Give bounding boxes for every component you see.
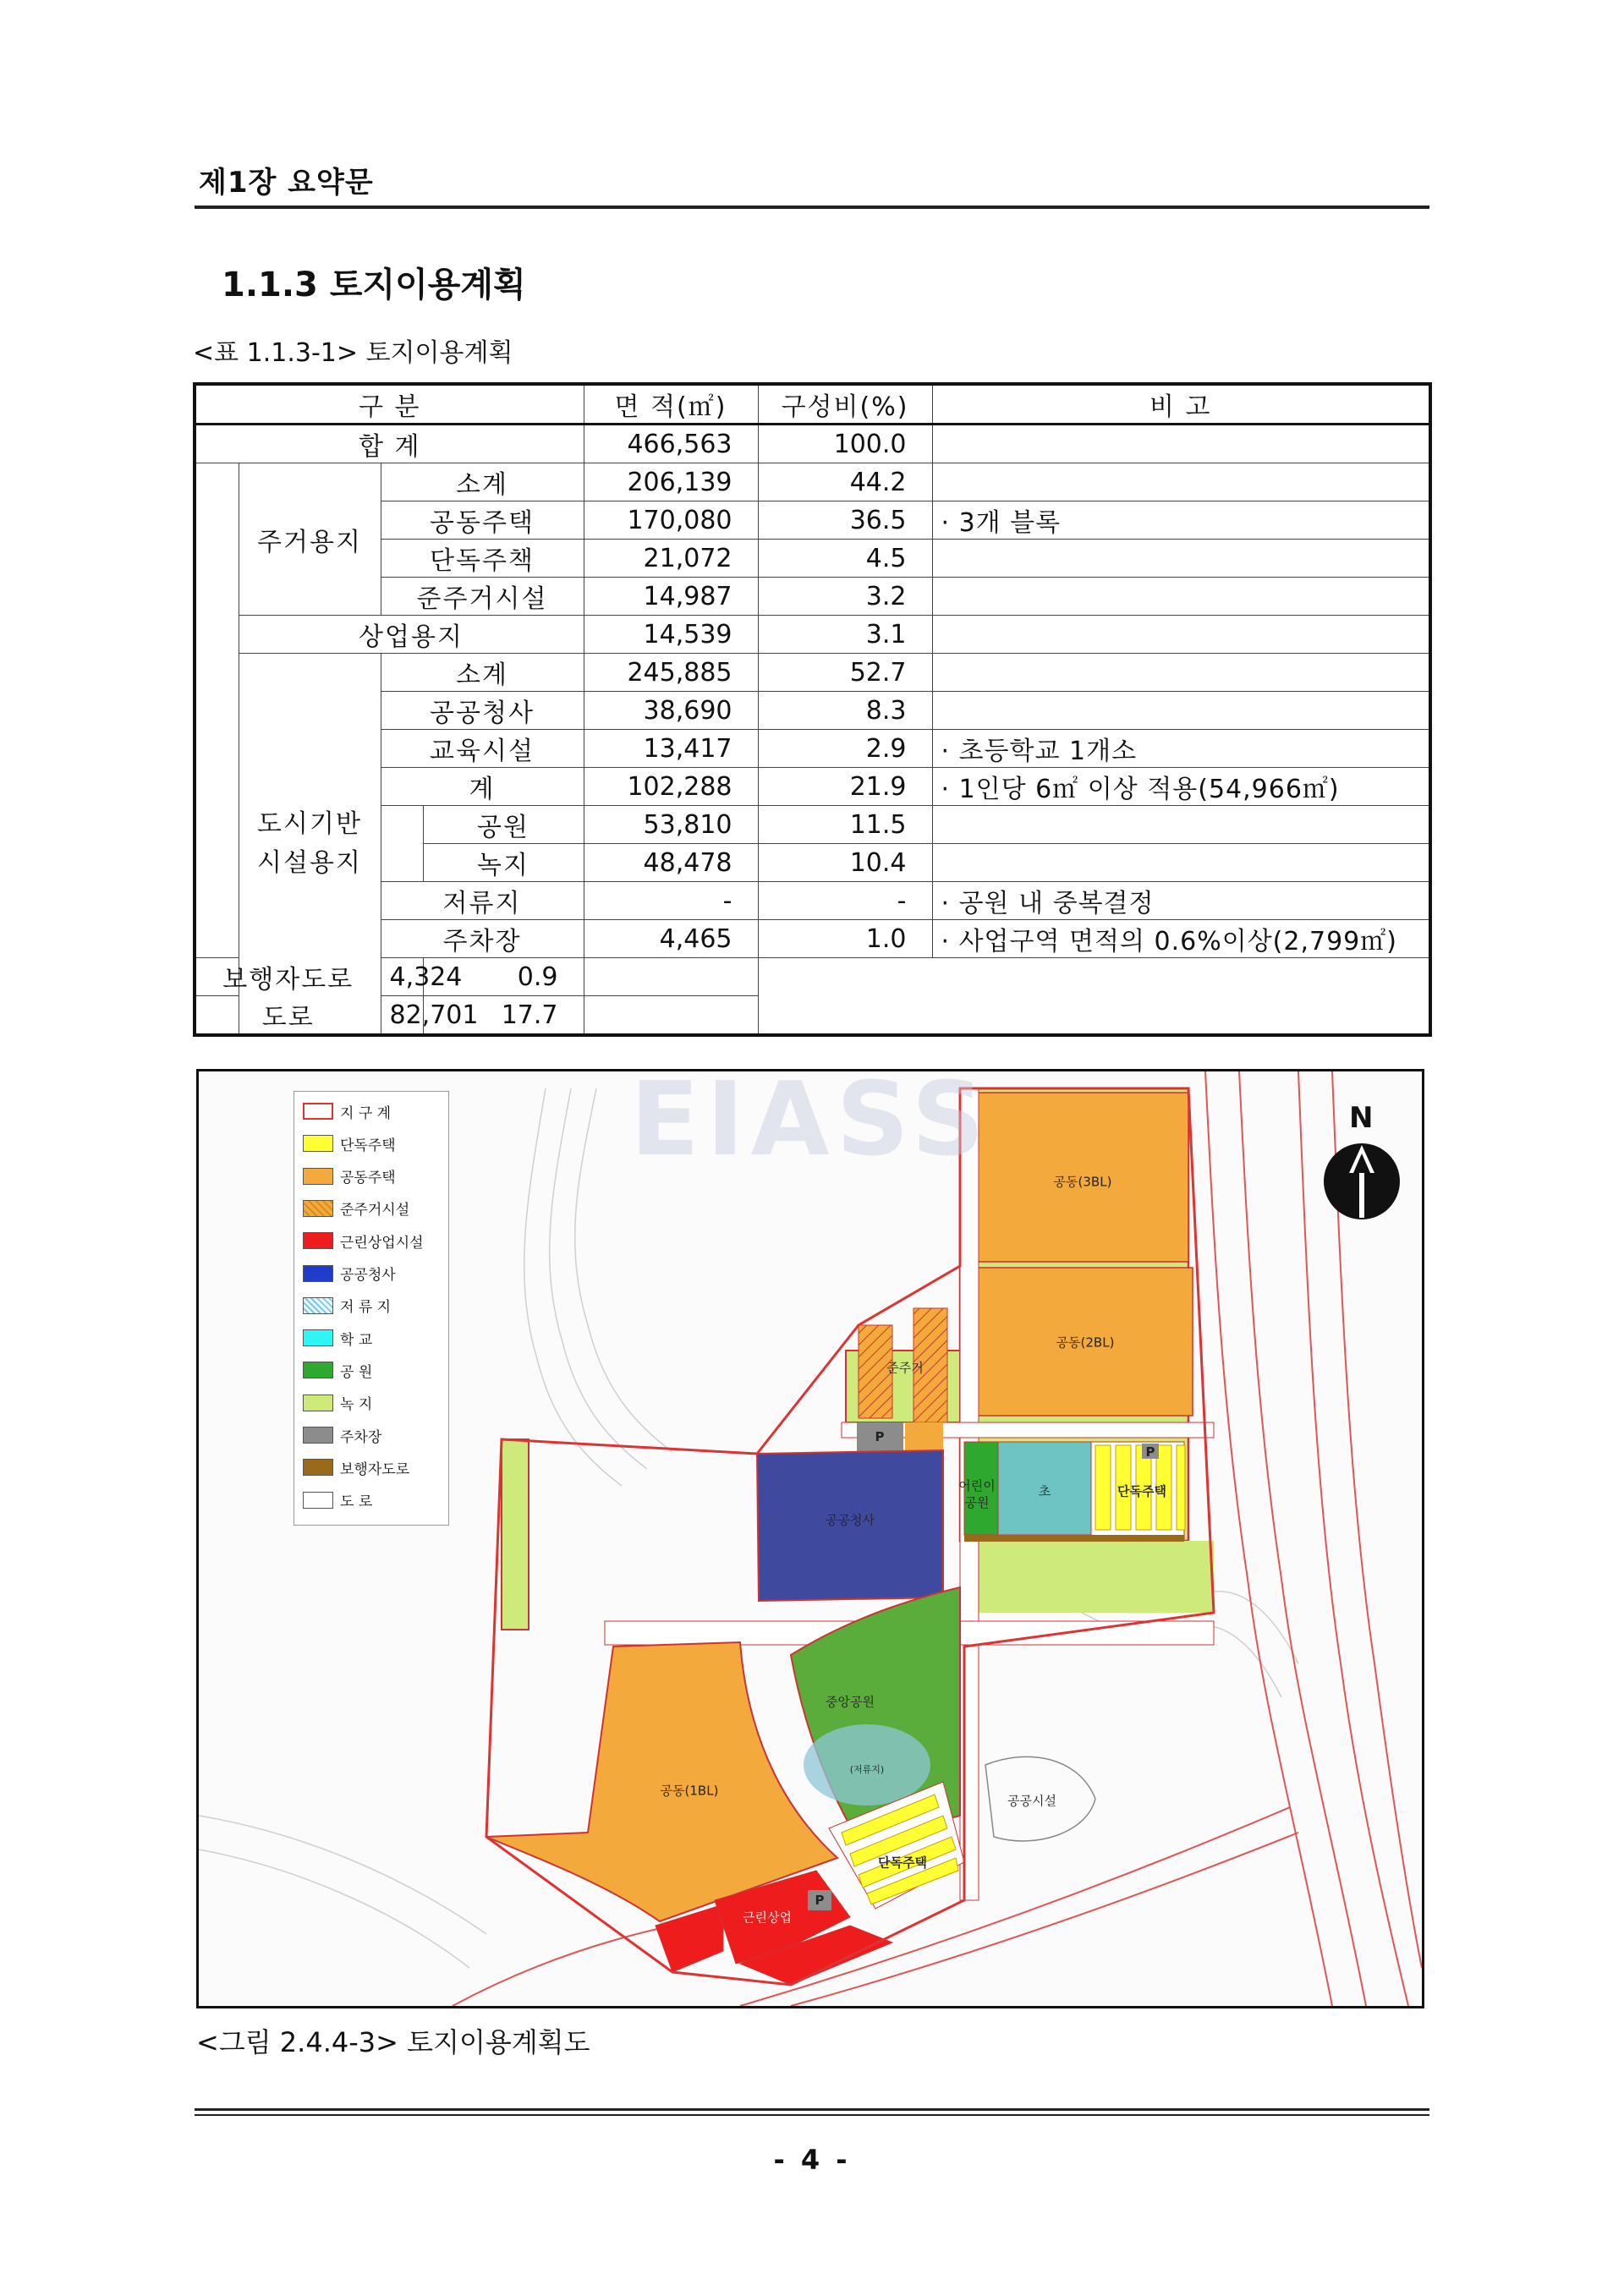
map-label-apt1: 공동(1BL): [660, 1783, 719, 1799]
header-rule: [195, 205, 1429, 209]
table-header-row: [195, 384, 1430, 425]
legend-item: [303, 1458, 409, 1477]
legend-label: 저 류 지: [340, 1299, 392, 1317]
legend-label: 준주거시설: [340, 1202, 410, 1219]
legend-label: 학 교: [340, 1331, 373, 1349]
figure-caption: <그림 2.4.4-3> 토지이용계획도: [196, 2026, 590, 2058]
semi-residential-ratio: 3.2: [758, 578, 932, 616]
park-total-ratio: 21.9: [758, 768, 932, 806]
legend-label: 도 로: [340, 1493, 373, 1511]
apartment-note: · 3개 블록: [932, 501, 1430, 540]
legend-label: 지 구 계: [340, 1104, 392, 1122]
apartment-area: 170,080: [584, 501, 758, 540]
table-row: [195, 616, 1430, 654]
table-row: [195, 540, 1430, 578]
legend-label: 근린상업시설: [340, 1234, 424, 1252]
commercial-note: [932, 616, 1430, 654]
residential-group-label: 주거용지: [239, 463, 381, 616]
chapter-header: 제1장 요약문: [199, 166, 374, 200]
pedestrian-label: 보행자도로: [195, 958, 381, 996]
parking-ratio: 1.0: [758, 920, 932, 958]
infrastructure-group-line2: 시설용지: [257, 847, 362, 878]
north-letter: N: [1349, 1101, 1374, 1135]
detached-label: 단독주책: [381, 540, 584, 578]
education-area: 13,417: [584, 730, 758, 768]
map-label-retention: (저류지): [849, 1764, 885, 1775]
green-note: [932, 844, 1430, 882]
education-ratio: 2.9: [758, 730, 932, 768]
col-header-area: 면 적(㎡): [584, 384, 758, 425]
legend-item: [303, 1199, 409, 1218]
map-label-apt3: 공동(3BL): [1053, 1174, 1112, 1190]
public-office-area: 38,690: [584, 692, 758, 730]
legend-swatch-icon: [303, 1329, 333, 1346]
map-watermark: EIASS: [630, 1069, 991, 1179]
residential-subtotal-ratio: 44.2: [758, 463, 932, 501]
map-label-parking3: P: [1145, 1444, 1155, 1460]
infra-subtotal-area: 245,885: [584, 654, 758, 692]
legend-swatch-icon: [303, 1103, 333, 1120]
park-area: 53,810: [584, 806, 758, 844]
infra-subtotal-note: [932, 654, 1430, 692]
park-total-label: 계: [381, 768, 584, 806]
retention-note: · 공원 내 중복결정: [932, 882, 1430, 920]
legend-item: [303, 1102, 391, 1121]
pedestrian-note: [584, 958, 758, 996]
map-label-parking1: P: [875, 1429, 885, 1444]
table-row: [195, 692, 1430, 730]
road-area: 82,701: [381, 996, 423, 1036]
legend-item: [303, 1296, 391, 1315]
compass-icon: [1324, 1135, 1408, 1228]
infra-subtotal-label: 소계: [381, 654, 584, 692]
education-note: · 초등학교 1개소: [932, 730, 1430, 768]
park-note: [932, 806, 1430, 844]
north-arrow-icon: [1324, 1101, 1408, 1228]
page-number: - 4 -: [773, 2144, 851, 2176]
apartment-ratio: 36.5: [758, 501, 932, 540]
map-label-child-park: 어린이 공원: [958, 1478, 996, 1510]
indent-cell: [195, 463, 239, 958]
parking-label: 주차장: [381, 920, 584, 958]
table-caption: <표 1.1.3-1> 토지이용계획: [193, 338, 513, 368]
legend-swatch-icon: [303, 1427, 333, 1444]
table-row: [195, 501, 1430, 540]
map-label-semi: 준주거: [886, 1360, 924, 1376]
public-office-label: 공공청사: [381, 692, 584, 730]
parking-note: · 사업구역 면적의 0.6%이상(2,799㎡): [932, 920, 1430, 958]
residential-subtotal-note: [932, 463, 1430, 501]
retention-ratio: -: [758, 882, 932, 920]
infrastructure-group-line1: 도시기반: [257, 808, 362, 839]
semi-residential-note: [932, 578, 1430, 616]
table-row: [195, 806, 1430, 844]
park-total-note: · 1인당 6㎡ 이상 적용(54,966㎡): [932, 768, 1430, 806]
map-label-public-facility: 공공시설: [1007, 1793, 1056, 1809]
public-office-ratio: 8.3: [758, 692, 932, 730]
table-row: [195, 654, 1430, 692]
map-label-parking2: P: [815, 1893, 825, 1908]
legend-item: [303, 1134, 396, 1153]
legend-swatch-icon: [303, 1232, 333, 1249]
table-row: [195, 920, 1430, 958]
pedestrian-ratio: 0.9: [423, 958, 584, 996]
green-area: 48,478: [584, 844, 758, 882]
legend-item: [303, 1491, 372, 1510]
pedestrian-area: 4,324: [381, 958, 423, 996]
legend-label: 단독주택: [340, 1137, 396, 1154]
retention-label: 저류지: [381, 882, 584, 920]
infra-subtotal-ratio: 52.7: [758, 654, 932, 692]
map-label-office: 공공청사: [826, 1512, 875, 1528]
semi-residential-label: 준주거시설: [381, 578, 584, 616]
residential-subtotal-label: 소계: [381, 463, 584, 501]
table-row: [195, 463, 1430, 501]
footer-rule-top: [195, 2108, 1429, 2111]
table-row: [195, 768, 1430, 806]
legend-item: [303, 1426, 381, 1444]
legend-item: [303, 1329, 372, 1347]
total-area: 466,563: [584, 425, 758, 463]
land-use-map: [196, 1069, 1424, 2008]
legend-label: 녹 지: [340, 1396, 373, 1414]
apartment-label: 공동주택: [381, 501, 584, 540]
legend-item: [303, 1167, 396, 1186]
detached-note: [932, 540, 1430, 578]
park-label: 공원: [423, 806, 584, 844]
map-label-commercial: 근린상업: [743, 1910, 792, 1926]
legend-item: [303, 1264, 396, 1283]
col-header-category: 구 분: [195, 384, 584, 425]
table-row: [195, 425, 1430, 463]
total-ratio: 100.0: [758, 425, 932, 463]
legend-label: 주차장: [340, 1428, 382, 1446]
park-ratio: 11.5: [758, 806, 932, 844]
legend-swatch-icon: [303, 1492, 333, 1509]
legend-swatch-icon: [303, 1459, 333, 1476]
map-label-detached-s: 단독주택: [878, 1855, 927, 1871]
education-label: 교육시설: [381, 730, 584, 768]
road-label: 도로: [195, 996, 381, 1036]
total-note: [932, 425, 1430, 463]
table-row: [195, 958, 1430, 996]
legend-label: 공동주택: [340, 1170, 396, 1187]
semi-residential-area: 14,987: [584, 578, 758, 616]
col-header-note: 비 고: [932, 384, 1430, 425]
legend-label: 공공청사: [340, 1267, 396, 1284]
green-ratio: 10.4: [758, 844, 932, 882]
legend-label: 공 원: [340, 1363, 373, 1381]
legend-item: [303, 1231, 424, 1250]
public-office-note: [932, 692, 1430, 730]
legend-swatch-icon: [303, 1297, 333, 1314]
table-row: [195, 578, 1430, 616]
col-header-ratio: 구성비(%): [758, 384, 932, 425]
section-title: 1.1.3 토지이용계획: [222, 266, 526, 304]
legend-swatch-icon: [303, 1200, 333, 1217]
map-label-school: 초: [1038, 1483, 1051, 1499]
residential-subtotal-area: 206,139: [584, 463, 758, 501]
detached-area: 21,072: [584, 540, 758, 578]
legend-item: [303, 1361, 372, 1379]
green-label: 녹지: [423, 844, 584, 882]
total-label: 합 계: [195, 425, 584, 463]
commercial-area: 14,539: [584, 616, 758, 654]
commercial-label: 상업용지: [239, 616, 584, 654]
map-label-central-park: 중앙공원: [826, 1694, 875, 1710]
map-legend: [294, 1091, 449, 1526]
park-total-area: 102,288: [584, 768, 758, 806]
table-row: [195, 996, 1430, 1036]
detached-ratio: 4.5: [758, 540, 932, 578]
legend-swatch-icon: [303, 1168, 333, 1185]
table-row: [195, 730, 1430, 768]
map-label-apt2: 공동(2BL): [1056, 1334, 1115, 1351]
parking-area: 4,465: [584, 920, 758, 958]
legend-label: 보행자도로: [340, 1460, 410, 1478]
road-note: [584, 996, 758, 1036]
retention-area: -: [584, 882, 758, 920]
land-use-table: [193, 382, 1432, 1037]
legend-swatch-icon: [303, 1395, 333, 1411]
map-label-detached-ne: 단독주택: [1117, 1483, 1166, 1499]
table-row: [195, 882, 1430, 920]
park-indent-cell: [381, 806, 423, 882]
legend-item: [303, 1394, 372, 1412]
commercial-ratio: 3.1: [758, 616, 932, 654]
legend-swatch-icon: [303, 1362, 333, 1378]
road-ratio: 17.7: [423, 996, 584, 1036]
legend-swatch-icon: [303, 1265, 333, 1282]
footer-rule-bottom: [195, 2114, 1429, 2116]
legend-swatch-icon: [303, 1135, 333, 1152]
